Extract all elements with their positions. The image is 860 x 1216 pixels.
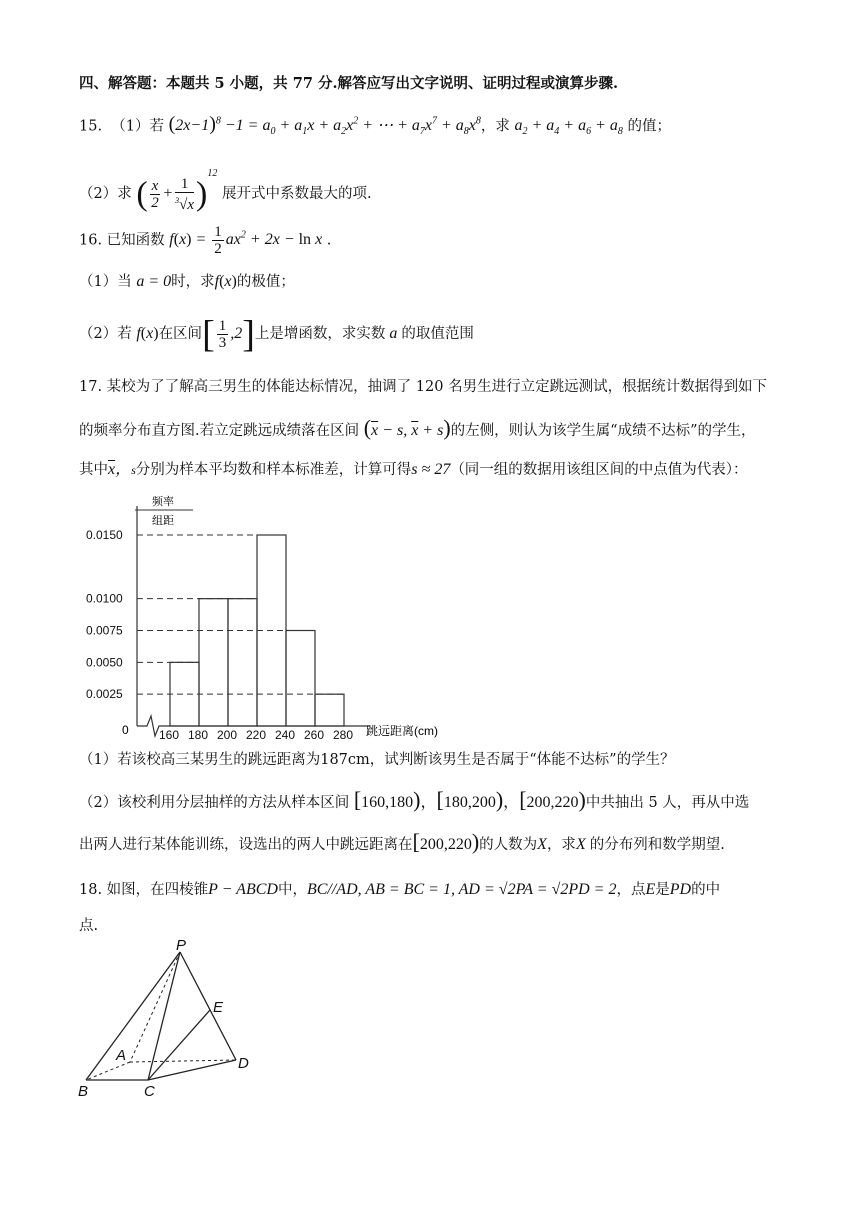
pyramid-figure bbox=[70, 940, 270, 1100]
q15-equation: $(2x-1)^8 -1 = a_0 + a_1x + a_2x^2$ + ⋯ + $a_7x^7 + a_8x^8$ bbox=[168, 113, 481, 138]
q17-line2-prefix: 的频率分布直方图.若立定跳远成绩落在区间 bbox=[79, 423, 360, 439]
histogram-bar bbox=[286, 631, 315, 727]
q18-line1 bbox=[79, 880, 720, 900]
y-tick-label: 0.0050 bbox=[86, 655, 123, 670]
q16-p2-tail: 的取值范围 bbox=[401, 326, 474, 342]
q16-a-zero: a = 0 bbox=[136, 273, 172, 290]
q15-binomial-expr: ( $\frac{x}{2}$ + $\frac{1}{^3√x}$ )$^{12}$ bbox=[136, 168, 218, 213]
q16-p2-prefix: （2）若 bbox=[79, 326, 132, 342]
x-tick-label: 240 bbox=[275, 728, 296, 742]
y-tick-label: 0.0025 bbox=[86, 687, 123, 702]
q17-line3-prefix: 其中 bbox=[79, 462, 108, 478]
q17-X-2: X bbox=[575, 836, 586, 853]
xlabel: 跳远距离(cm) bbox=[366, 724, 438, 738]
q15-number: 15. bbox=[79, 118, 103, 135]
q18-line1-suffix: ，点 bbox=[616, 882, 646, 898]
q16-function: f(x) = $\frac{1}{2}$ $ax^2 + 2x - \ln x$ bbox=[169, 224, 323, 258]
x-tick-label: 180 bbox=[188, 728, 209, 742]
edge-PC bbox=[148, 952, 180, 1080]
y-tick-label: 0.0150 bbox=[86, 528, 123, 542]
q17-part2-line1 bbox=[79, 788, 749, 815]
q16-p1-prefix: （1）当 bbox=[79, 274, 132, 290]
q16-number: 16. bbox=[79, 232, 103, 249]
q16-p1-end: 的极值； bbox=[236, 274, 295, 290]
q17-line1-text: 某校为了了解高三男生的体能达标情况，抽调了 120 名男生进行立定跳远测试，根据统计数据得到如下 bbox=[106, 379, 768, 395]
edge-CD bbox=[148, 1060, 236, 1080]
q17-part1: （1）若该校高三某男生的跳远距离为187cm，试判断该男生是否属于“体能不达标”的学生？ bbox=[79, 752, 675, 768]
q16-fx-2: f(x) bbox=[136, 325, 159, 342]
q17-interval: ($\overline{x} - s$, $\overline{x} + s$) bbox=[363, 415, 451, 440]
q17-intervals: [160,180)，[180,200)，[200,220) bbox=[353, 787, 586, 812]
q15-p1-prefix: （1）若 bbox=[111, 118, 165, 135]
origin-label: 0 bbox=[122, 723, 129, 737]
q17-s-value: s ≈ 27 bbox=[411, 461, 451, 478]
q17-line2 bbox=[79, 416, 755, 443]
q17-line1 bbox=[79, 377, 767, 397]
q15-p2-suffix: 展开式中系数最大的项. bbox=[221, 186, 372, 202]
y-tick-label: 0.0100 bbox=[86, 591, 123, 606]
q18-number: 18. bbox=[79, 882, 103, 898]
q18-line1-mid: 中， bbox=[277, 882, 307, 898]
q17-xbar-s: $\overline{x}$，s bbox=[108, 461, 136, 478]
q17-line3 bbox=[79, 460, 748, 480]
edge-PA bbox=[130, 952, 180, 1062]
edge-PB bbox=[86, 952, 180, 1080]
q15-p2-prefix: （2）求 bbox=[79, 186, 132, 202]
y-tick-label: 0.0075 bbox=[86, 623, 123, 638]
q17-p2-line2-prefix: 出两人进行某体能训练，设选出的两人中跳远距离在 bbox=[79, 837, 413, 853]
frequency-histogram bbox=[80, 490, 480, 746]
q16-intro-text: 已知函数 bbox=[106, 232, 165, 249]
q15-sum-expr: $a_2 + a_4 + a_6 + a_8$ bbox=[514, 117, 623, 138]
q18-line2: 点. bbox=[79, 918, 99, 934]
q18-E: E bbox=[645, 881, 656, 898]
section-heading: 四、解答题：本题共 5 小题，共 77 分.解答应写出文字说明、证明过程或演算步骤. bbox=[79, 75, 619, 92]
q18-line1-end: 是 bbox=[655, 882, 670, 898]
q18-line1-prefix: 如图，在四棱锥 bbox=[106, 882, 209, 898]
x-tick-label: 200 bbox=[217, 728, 238, 742]
q17-line3-mid: 分别为样本平均数和样本标准差，计算可得 bbox=[135, 462, 412, 478]
q18-PD: PD bbox=[669, 881, 692, 898]
q15-part1 bbox=[79, 112, 671, 143]
histogram-bar bbox=[315, 694, 344, 726]
q16-p2-end: 上是增函数，求实数 bbox=[254, 326, 386, 342]
q16-part2 bbox=[79, 312, 474, 356]
q16-intro: 16. 已知函数 f(x) = $\frac{1}{2}$ $ax^2 + 2x - \ln x$ . bbox=[79, 224, 332, 258]
q18-line1-tail: 的中 bbox=[691, 882, 721, 898]
histogram-bar bbox=[170, 662, 199, 726]
q18-pyramid-name: P − ABCD bbox=[208, 881, 278, 898]
q17-p2-prefix: （2）该校利用分层抽样的方法从样本区间 bbox=[79, 795, 350, 811]
histogram-bar bbox=[199, 599, 228, 726]
q15-p1-suffix: ，求 bbox=[480, 118, 510, 135]
edge-PD bbox=[180, 952, 236, 1060]
q16-a: a bbox=[389, 325, 398, 342]
q17-p2-line2-suffix: 的分布列和数学期望. bbox=[589, 837, 725, 853]
q17-interval-200-220: [200,220) bbox=[412, 829, 480, 854]
edge-AD bbox=[130, 1060, 236, 1062]
q16-p1-mid: 时，求 bbox=[171, 274, 215, 290]
ylabel-top: 频率 bbox=[152, 496, 174, 508]
q17-line3-suffix: （同一组的数据用该组区间的中点值为代表）： bbox=[450, 462, 748, 478]
label-E: E bbox=[213, 999, 224, 1016]
q17-part2-line2 bbox=[79, 830, 725, 857]
q18-conditions: BC//AD, AB = BC = 1, AD = √2PA = √2PD = 2 bbox=[306, 881, 617, 898]
q16-fx: f(x) bbox=[214, 273, 237, 290]
label-B: B bbox=[78, 1083, 89, 1100]
q15-part2 bbox=[79, 152, 372, 216]
q16-p2-mid: 在区间 bbox=[158, 326, 203, 342]
x-tick-label: 260 bbox=[304, 728, 325, 742]
q16-interval: [ $\frac{1}{3}$ ,2] bbox=[202, 313, 255, 356]
label-P: P bbox=[176, 940, 187, 954]
x-tick-label: 220 bbox=[246, 728, 267, 742]
q15-p1-end: 的值； bbox=[627, 118, 671, 135]
label-D: D bbox=[238, 1055, 249, 1072]
x-tick-label: 160 bbox=[159, 728, 180, 742]
label-A: A bbox=[116, 1047, 127, 1064]
q17-line2-suffix: 的左侧，则认为该学生属“成绩不达标”的学生， bbox=[450, 423, 756, 439]
histogram-bar bbox=[228, 599, 257, 726]
q17-X: X bbox=[537, 836, 547, 853]
label-C: C bbox=[144, 1083, 155, 1100]
q17-p2-suffix: 中共抽出 5 人，再从中选 bbox=[585, 795, 750, 811]
q17-p2-line2-mid2: ，求 bbox=[546, 837, 576, 853]
x-tick-label: 280 bbox=[333, 728, 354, 742]
q17-p2-line2-mid: 的人数为 bbox=[479, 837, 538, 853]
q16-part1 bbox=[79, 272, 295, 292]
ylabel-bottom: 组距 bbox=[152, 515, 174, 527]
q17-number: 17. bbox=[79, 379, 103, 395]
